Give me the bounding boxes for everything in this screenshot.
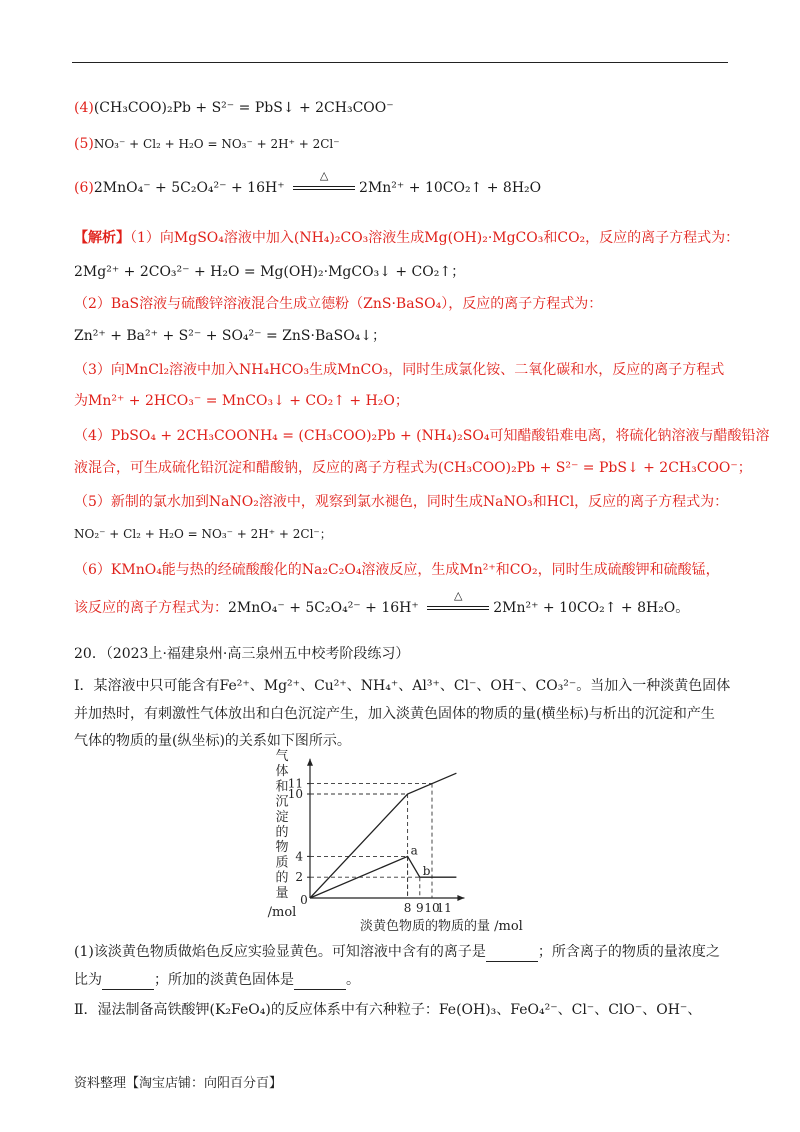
x-axis-arrow	[457, 895, 464, 901]
answer-6: (6)2MnO₄⁻ + 5C₂O₄²⁻ + 16H⁺ △ 2Mn²⁺ + 10CO₂↑ + 8H₂O	[74, 169, 542, 196]
x-axis-label: 淡黄色物质的物质的量 /mol	[360, 919, 523, 934]
question-p1c: 气体的物质的量(纵坐标)的关系如下图所示。	[74, 733, 351, 749]
analysis-p4a: （4）PbSO₄ + 2CH₃COONH₄ = (CH₃COO)₂Pb + (NH₄)₂SO₄可知醋酸铅难电离，将硫化钠溶液与醋酸铅溶	[74, 428, 770, 444]
x-tick-label: 9	[415, 901, 424, 915]
header-rule	[72, 62, 728, 63]
y-axis-label-char: 淀	[275, 809, 289, 825]
analysis-p6b: 该反应的离子方程式为：2MnO₄⁻ + 5C₂O₄²⁻ + 16H⁺ △ 2Mn²⁺ + 10CO₂↑ + 8H₂O。	[74, 589, 690, 616]
analysis-p5a: （5）新制的氯水加到NaNO₂溶液中，观察到氯水褪色，同时生成NaNO₃和HCl，反应的离子方程式为：	[74, 494, 729, 510]
question-header: 20．（2023上·福建泉州·高三泉州五中校考阶段练习）	[74, 646, 410, 662]
y-axis-arrow	[307, 759, 313, 766]
origin-label: 0	[300, 893, 308, 907]
y-axis-unit: /mol	[267, 905, 297, 920]
analysis-p1a: 【解析】（1）向MgSO₄溶液中加入(NH₄)₂CO₃溶液生成Mg(OH)₂·MgCO₃和CO₂，反应的离子方程式为：	[74, 230, 740, 246]
x-tick-label: 10	[424, 901, 440, 915]
analysis-p3a: （3）向MnCl₂溶液中加入NH₄HCO₃生成MnCO₃，同时生成氯化铵、二氧化碳和水，反应的离子方程式	[74, 362, 725, 378]
y-axis-label-char: 气	[275, 749, 289, 764]
y-tick-label: 2	[295, 870, 303, 885]
analysis-p2b: Zn²⁺ + Ba²⁺ + S²⁻ + SO₄²⁻ = ZnS·BaSO₄↓；	[74, 328, 387, 344]
y-tick-label: 10	[287, 787, 303, 801]
answer-blank-2[interactable]	[102, 975, 154, 990]
answer-5: (5)NO₃⁻ + Cl₂ + H₂O = NO₃⁻ + 2H⁺ + 2Cl⁻	[74, 136, 340, 152]
question-p1a: Ⅰ．某溶液中只可能含有Fe²⁺、Mg²⁺、Cu²⁺、NH₄⁺、Al³⁺、Cl⁻、OH⁻、CO₃²⁻。当加入一种淡黄色固体	[74, 678, 731, 694]
analysis-p1b: 2Mg²⁺ + 2CO₃²⁻ + H₂O = Mg(OH)₂·MgCO₃↓ + CO₂↑；	[74, 264, 466, 280]
gas-precipitate-chart	[260, 746, 550, 946]
analysis-p5b: NO₂⁻ + Cl₂ + H₂O = NO₃⁻ + 2H⁺ + 2Cl⁻；	[74, 527, 332, 541]
answer-blank-1[interactable]	[486, 947, 538, 962]
y-tick-label: 4	[295, 849, 303, 864]
y-axis-label-char: 量	[275, 885, 289, 901]
annotation-a: a	[410, 843, 418, 858]
analysis-p3b: 为Mn²⁺ + 2HCO₃⁻ = MnCO₃↓ + CO₂↑ + H₂O；	[74, 393, 409, 409]
question-q1b: 比为 ；所加的淡黄色固体是 。	[74, 972, 360, 988]
series-line-gas	[310, 773, 456, 898]
y-axis-label-char: 沉	[275, 794, 289, 810]
y-axis-label-char: 和	[275, 779, 289, 795]
answer-blank-3[interactable]	[294, 975, 346, 990]
answer-4: (4)(CH₃COO)₂Pb + S²⁻ = PbS↓ + 2CH₃COO⁻	[74, 100, 394, 116]
footer-text: 资料整理【淘宝店铺：向阳百分百】	[74, 1076, 283, 1091]
y-axis-label-char: 质	[275, 855, 289, 871]
analysis-p6a: （6）KMnO₄能与热的经硫酸酸化的Na₂C₂O₄溶液反应，生成Mn²⁺和CO₂，同时生成硫酸钾和硫酸锰，	[74, 562, 720, 578]
y-axis-label-char: 的	[275, 825, 289, 840]
y-axis-label-char: 的	[275, 870, 289, 886]
analysis-p4b: 液混合，可生成硫化铅沉淀和醋酸钠，反应的离子方程式为(CH₃COO)₂Pb + S²⁻ = PbS↓ + 2CH₃COO⁻；	[74, 460, 752, 476]
y-axis-label-char: 体	[275, 764, 289, 780]
x-tick-label: 8	[403, 901, 412, 915]
heating-arrow: △	[289, 178, 359, 198]
annotation-b: b	[422, 864, 431, 879]
question-q1a: (1)该淡黄色物质做焰色反应实验显黄色。可知溶液中含有的离子是 ；所含离子的物质的量浓度之	[74, 944, 720, 960]
heating-arrow: △	[423, 598, 493, 618]
question-p1b: 并加热时，有刺激性气体放出和白色沉淀产生，加入淡黄色固体的物质的量(横坐标)与析出的沉淀和产生	[74, 706, 715, 722]
analysis-p2a: （2）BaS溶液与硫酸锌溶液混合生成立德粉（ZnS·BaSO₄），反应的离子方程式为：	[74, 296, 603, 312]
y-tick-label: 11	[287, 776, 303, 791]
y-axis-label-char: 物	[275, 840, 289, 856]
question-p2: Ⅱ．湿法制备高铁酸钾(K₂FeO₄)的反应体系中有六种粒子：Fe(OH)₃、FeO₄²⁻、Cl⁻、ClO⁻、OH⁻、	[74, 1002, 702, 1018]
x-tick-label: 11	[436, 901, 452, 915]
